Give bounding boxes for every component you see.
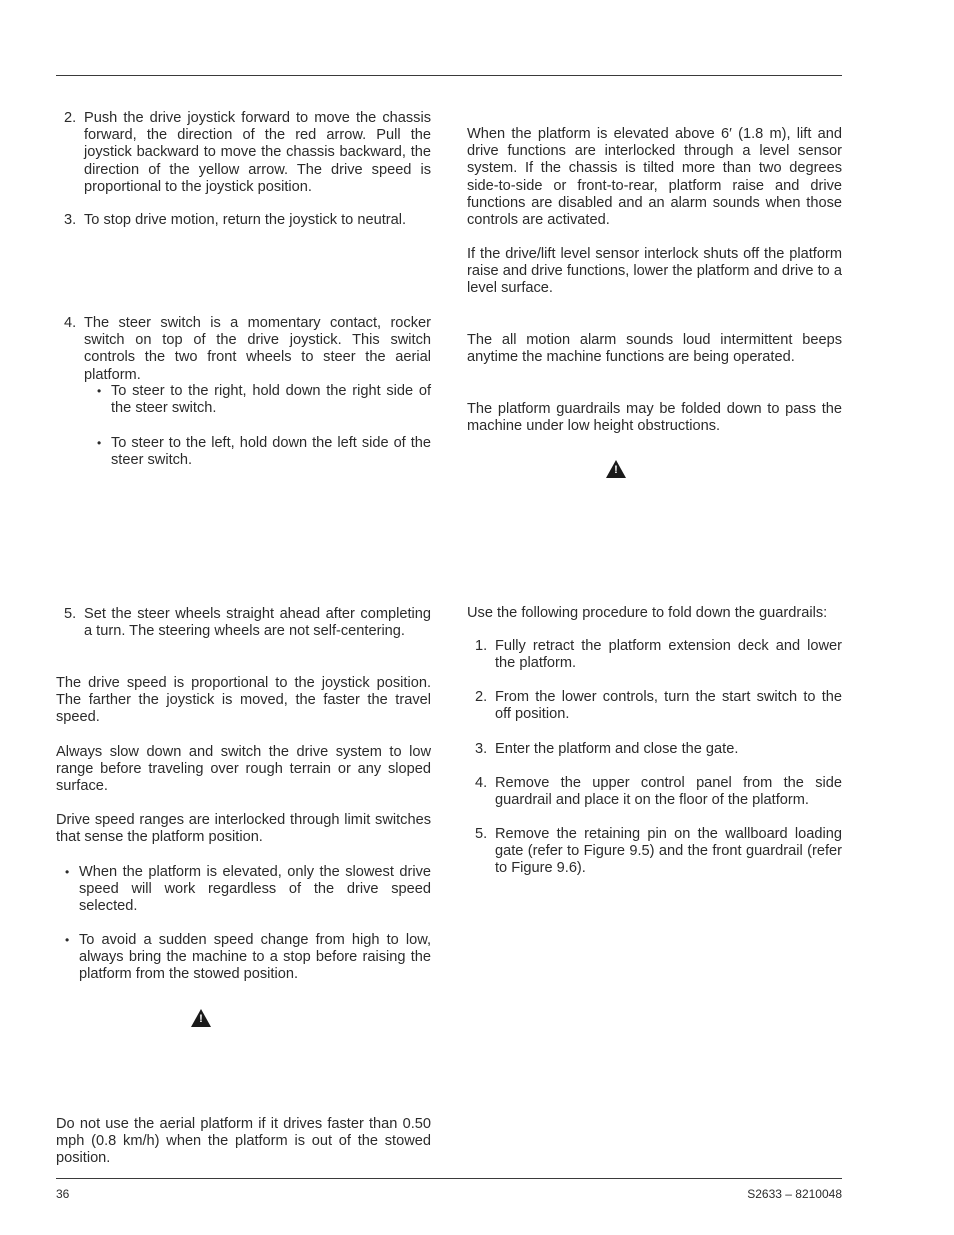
speed-paragraph-1: The drive speed is proportional to the joystick position. The farther the joystick is moved, the faster the travel speed. — [56, 675, 431, 726]
right-column — [467, 0, 842, 1180]
step-number: 4. — [475, 775, 488, 791]
step-text: Fully retract the platform extension deck and lower the platform. — [495, 638, 842, 672]
level-interlock-paragraph: If the drive/lift level sensor interlock shuts off the platform raise and drive functions, lower the platform and drive to a level surface. — [467, 246, 842, 297]
list-item-procedure-2 — [467, 689, 842, 723]
page-number: 36 — [56, 1187, 70, 1201]
step-text: Enter the platform and close the gate. — [495, 741, 739, 757]
step-number: 2. — [64, 110, 77, 126]
bullet-steer-right — [97, 383, 431, 417]
footer-rule — [56, 1178, 842, 1179]
bullet-text: When the platform is elevated, only the slowest drive speed will work regardless of the drive speed selected. — [79, 864, 431, 915]
bullet-dot: • — [97, 436, 102, 450]
list-item-step-2 — [56, 110, 431, 196]
step-number: 1. — [475, 638, 488, 654]
speed-paragraph-2: Always slow down and switch the drive system to low range before traveling over rough terrain or any sloped surface. — [56, 744, 431, 795]
step-number: 5. — [475, 826, 488, 842]
left-column — [56, 0, 431, 1180]
list-item-step-3 — [56, 212, 431, 229]
bullet-text: To steer to the left, hold down the left side of the steer switch. — [111, 435, 431, 469]
list-item-procedure-4 — [467, 775, 842, 809]
bullet-sudden-speed — [65, 932, 431, 984]
step-text: To stop drive motion, return the joystick to neutral. — [84, 212, 407, 228]
step-text: Set the steer wheels straight ahead after completing a turn. The steering wheels are not self-centering. — [84, 606, 431, 640]
step-number: 3. — [64, 212, 77, 228]
bullet-dot: • — [65, 933, 70, 947]
step-text: From the lower controls, turn the start switch to the off position. — [495, 689, 842, 723]
bullet-elevated-speed — [65, 864, 431, 916]
motion-alarm-paragraph: The all motion alarm sounds loud intermittent beeps anytime the machine functions are being operated. — [467, 332, 842, 366]
level-sensor-paragraph: When the platform is elevated above 6′ (1.8 m), lift and drive functions are interlocked through a level sensor system. If the chassis is tilted more than two degrees side-to-side or front-to-rear, platform raise and drive functions are disabled and an alarm sounds when those controls are activated. — [467, 126, 842, 229]
list-item-step-4 — [56, 315, 431, 384]
step-text: Remove the upper control panel from the side guardrail and place it on the floor of the platform. — [495, 775, 842, 809]
speed-paragraph-3: Drive speed ranges are interlocked through limit switches that sense the platform position. — [56, 812, 431, 846]
bullet-text: To avoid a sudden speed change from high to low, always bring the machine to a stop before raising the platform from the stowed position. — [79, 932, 431, 983]
list-item-procedure-5 — [467, 826, 842, 878]
list-item-step-5 — [56, 606, 431, 640]
step-number: 2. — [475, 689, 488, 705]
step-number: 5. — [64, 606, 77, 622]
document-code: S2633 – 8210048 — [747, 1187, 842, 1201]
step-number: 3. — [475, 741, 488, 757]
bullet-dot: • — [97, 384, 102, 398]
step-text: Push the drive joystick forward to move the chassis forward, the direction of the red arrow. Pull the joystick backward to move the chassis backward, the direction of the yellow arrow. The drive speed is proportional to the joystick position. — [84, 110, 431, 195]
speed-warning-text: Do not use the aerial platform if it drives faster than 0.50 mph (0.8 km/h) when the platform is out of the stowed position. — [56, 1116, 431, 1167]
bullet-dot: • — [65, 865, 70, 879]
list-item-procedure-1 — [467, 638, 842, 672]
warning-triangle-icon: ! — [191, 1009, 211, 1027]
guardrail-paragraph: The platform guardrails may be folded down to pass the machine under low height obstructions. — [467, 401, 842, 435]
step-number: 4. — [64, 315, 77, 331]
list-item-procedure-3 — [467, 741, 842, 758]
step-text: Remove the retaining pin on the wallboard loading gate (refer to Figure 9.5) and the front guardrail (refer to Figure 9.6). — [495, 826, 842, 877]
bullet-text: To steer to the right, hold down the right side of the steer switch. — [111, 383, 431, 417]
bullet-steer-left — [97, 435, 431, 469]
procedure-intro: Use the following procedure to fold down the guardrails: — [467, 605, 828, 621]
warning-triangle-icon: ! — [606, 460, 626, 478]
step-text: The steer switch is a momentary contact, rocker switch on top of the drive joystick. This switch controls the two front wheels to steer the aerial platform. — [84, 315, 431, 383]
